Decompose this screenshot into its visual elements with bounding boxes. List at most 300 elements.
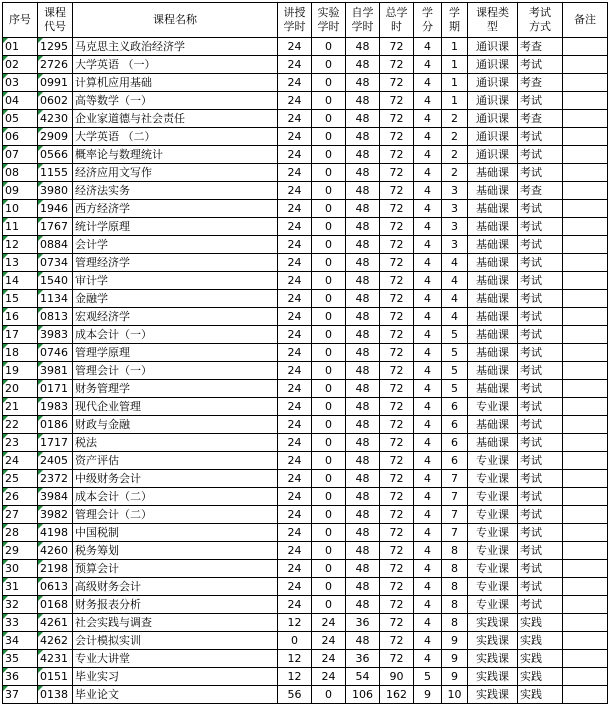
cell-course-name: 财务报表分析 [73,596,278,614]
cell-term: 5 [442,326,468,344]
cell-course-type: 基础课 [468,164,518,182]
cell-code: 3982 [38,506,73,524]
cell-total-hours: 72 [380,38,414,56]
cell-course-name: 财政与金融 [73,416,278,434]
cell-course-type: 专业课 [468,452,518,470]
cell-lab-hours: 0 [312,560,346,578]
cell-credits: 4 [414,470,442,488]
cell-lecture-hours: 24 [278,110,312,128]
cell-notes [563,56,608,74]
cell-term: 5 [442,362,468,380]
cell-exam-method: 考试 [518,506,563,524]
table-row [3,38,608,56]
cell-lab-hours: 0 [312,182,346,200]
cell-lab-hours: 0 [312,596,346,614]
cell-course-type: 基础课 [468,236,518,254]
cell-lab-hours: 0 [312,524,346,542]
cell-total-hours: 72 [380,74,414,92]
cell-total-hours: 72 [380,650,414,668]
cell-credits: 4 [414,182,442,200]
cell-course-type: 基础课 [468,362,518,380]
cell-credits: 9 [414,686,442,704]
cell-term: 8 [442,614,468,632]
table-row [3,524,608,542]
cell-idx: 23 [3,434,38,452]
cell-course-name: 财务管理学 [73,380,278,398]
cell-total-hours: 90 [380,668,414,686]
cell-course-name: 计算机应用基础 [73,74,278,92]
table-body [3,38,608,704]
cell-lecture-hours: 24 [278,506,312,524]
cell-term: 3 [442,218,468,236]
cell-exam-method: 考试 [518,470,563,488]
cell-course-name: 现代企业管理 [73,398,278,416]
cell-notes [563,38,608,56]
cell-course-type: 基础课 [468,326,518,344]
cell-lecture-hours: 24 [278,200,312,218]
table-row [3,128,608,146]
table-row [3,272,608,290]
table-row [3,686,608,704]
cell-idx: 05 [3,110,38,128]
cell-course-type: 专业课 [468,398,518,416]
cell-idx: 07 [3,146,38,164]
cell-self-study-hours: 48 [346,56,380,74]
cell-code: 0171 [38,380,73,398]
cell-course-name: 税法 [73,434,278,452]
cell-lecture-hours: 12 [278,650,312,668]
cell-lecture-hours: 24 [278,434,312,452]
cell-credits: 4 [414,236,442,254]
cell-notes [563,686,608,704]
cell-lecture-hours: 24 [278,56,312,74]
cell-course-type: 专业课 [468,578,518,596]
cell-lecture-hours: 24 [278,164,312,182]
cell-code: 0566 [38,146,73,164]
cell-course-type: 通识课 [468,38,518,56]
cell-course-name: 管理经济学 [73,254,278,272]
cell-self-study-hours: 48 [346,110,380,128]
cell-total-hours: 72 [380,344,414,362]
cell-course-name: 经济法实务 [73,182,278,200]
cell-total-hours: 72 [380,398,414,416]
cell-credits: 4 [414,218,442,236]
cell-code: 4231 [38,650,73,668]
cell-idx: 12 [3,236,38,254]
cell-course-name: 成本会计（二） [73,488,278,506]
cell-lab-hours: 0 [312,146,346,164]
cell-credits: 4 [414,254,442,272]
cell-credits: 5 [414,668,442,686]
table-row [3,344,608,362]
cell-total-hours: 72 [380,146,414,164]
cell-lecture-hours: 24 [278,344,312,362]
cell-exam-method: 考试 [518,398,563,416]
cell-lecture-hours: 0 [278,632,312,650]
cell-course-name: 宏观经济学 [73,308,278,326]
cell-total-hours: 72 [380,92,414,110]
cell-total-hours: 72 [380,200,414,218]
cell-code: 1295 [38,38,73,56]
cell-course-name: 管理会计（一） [73,362,278,380]
cell-code: 2372 [38,470,73,488]
cell-lab-hours: 0 [312,416,346,434]
table-row [3,380,608,398]
cell-lecture-hours: 24 [278,218,312,236]
cell-total-hours: 72 [380,182,414,200]
cell-self-study-hours: 106 [346,686,380,704]
cell-lecture-hours: 24 [278,470,312,488]
cell-exam-method: 考试 [518,146,563,164]
cell-total-hours: 72 [380,326,414,344]
cell-lab-hours: 0 [312,578,346,596]
table-row [3,218,608,236]
cell-exam-method: 考试 [518,164,563,182]
cell-notes [563,272,608,290]
cell-self-study-hours: 48 [346,326,380,344]
header-code: 课程 代号 [38,3,73,38]
cell-idx: 31 [3,578,38,596]
cell-course-type: 专业课 [468,506,518,524]
cell-idx: 36 [3,668,38,686]
cell-notes [563,236,608,254]
cell-term: 7 [442,506,468,524]
cell-lecture-hours: 24 [278,416,312,434]
cell-lab-hours: 0 [312,542,346,560]
cell-course-type: 基础课 [468,416,518,434]
cell-term: 2 [442,128,468,146]
cell-self-study-hours: 48 [346,362,380,380]
cell-exam-method: 考试 [518,200,563,218]
cell-total-hours: 72 [380,254,414,272]
cell-idx: 30 [3,560,38,578]
cell-notes [563,164,608,182]
cell-self-study-hours: 48 [346,506,380,524]
cell-lecture-hours: 24 [278,290,312,308]
cell-term: 8 [442,542,468,560]
cell-course-name: 资产评估 [73,452,278,470]
cell-exam-method: 考查 [518,182,563,200]
cell-lab-hours: 0 [312,452,346,470]
cell-self-study-hours: 48 [346,560,380,578]
cell-notes [563,524,608,542]
cell-idx: 13 [3,254,38,272]
cell-lab-hours: 0 [312,326,346,344]
cell-lecture-hours: 24 [278,272,312,290]
cell-credits: 4 [414,416,442,434]
cell-course-type: 通识课 [468,92,518,110]
header-lab-hours: 实验 学时 [312,3,346,38]
cell-self-study-hours: 48 [346,290,380,308]
cell-term: 1 [442,92,468,110]
cell-term: 3 [442,182,468,200]
cell-notes [563,128,608,146]
cell-course-type: 通识课 [468,56,518,74]
cell-exam-method: 实践 [518,632,563,650]
cell-total-hours: 72 [380,560,414,578]
cell-term: 3 [442,236,468,254]
table-row [3,362,608,380]
cell-term: 5 [442,380,468,398]
cell-lecture-hours: 24 [278,524,312,542]
cell-code: 1717 [38,434,73,452]
cell-total-hours: 72 [380,488,414,506]
cell-exam-method: 考试 [518,416,563,434]
cell-self-study-hours: 48 [346,308,380,326]
table-row [3,650,608,668]
cell-self-study-hours: 48 [346,200,380,218]
cell-self-study-hours: 48 [346,182,380,200]
table-row [3,182,608,200]
cell-lab-hours: 0 [312,506,346,524]
cell-total-hours: 72 [380,416,414,434]
header-total-hours: 总学 时 [380,3,414,38]
cell-lecture-hours: 24 [278,92,312,110]
cell-exam-method: 实践 [518,614,563,632]
table-row [3,542,608,560]
cell-idx: 04 [3,92,38,110]
cell-lab-hours: 0 [312,272,346,290]
cell-lecture-hours: 24 [278,380,312,398]
cell-idx: 37 [3,686,38,704]
cell-lecture-hours: 12 [278,668,312,686]
cell-course-name: 西方经济学 [73,200,278,218]
cell-self-study-hours: 48 [346,254,380,272]
cell-course-type: 实践课 [468,668,518,686]
cell-total-hours: 72 [380,164,414,182]
cell-credits: 4 [414,596,442,614]
cell-exam-method: 考查 [518,38,563,56]
cell-course-type: 实践课 [468,614,518,632]
cell-term: 4 [442,290,468,308]
cell-idx: 32 [3,596,38,614]
cell-course-name: 高等数学（一） [73,92,278,110]
cell-term: 6 [442,416,468,434]
cell-code: 1983 [38,398,73,416]
cell-course-type: 基础课 [468,200,518,218]
cell-self-study-hours: 48 [346,434,380,452]
table-row [3,488,608,506]
cell-notes [563,668,608,686]
cell-lab-hours: 0 [312,128,346,146]
cell-idx: 18 [3,344,38,362]
cell-total-hours: 72 [380,272,414,290]
cell-notes [563,254,608,272]
table-row [3,290,608,308]
cell-code: 0186 [38,416,73,434]
cell-notes [563,218,608,236]
cell-total-hours: 162 [380,686,414,704]
header-term: 学 期 [442,3,468,38]
cell-idx: 17 [3,326,38,344]
cell-term: 4 [442,254,468,272]
cell-code: 4230 [38,110,73,128]
cell-self-study-hours: 48 [346,344,380,362]
cell-self-study-hours: 36 [346,650,380,668]
cell-code: 0138 [38,686,73,704]
cell-exam-method: 考试 [518,362,563,380]
cell-term: 6 [442,452,468,470]
cell-idx: 06 [3,128,38,146]
cell-lab-hours: 0 [312,380,346,398]
cell-notes [563,614,608,632]
cell-lecture-hours: 24 [278,38,312,56]
cell-code: 0734 [38,254,73,272]
cell-self-study-hours: 48 [346,380,380,398]
cell-lecture-hours: 12 [278,614,312,632]
cell-course-name: 企业家道德与社会责任 [73,110,278,128]
cell-code: 3983 [38,326,73,344]
cell-exam-method: 考试 [518,272,563,290]
cell-course-type: 通识课 [468,146,518,164]
cell-course-name: 会计学 [73,236,278,254]
cell-credits: 4 [414,272,442,290]
cell-total-hours: 72 [380,110,414,128]
cell-exam-method: 考查 [518,74,563,92]
cell-lab-hours: 0 [312,200,346,218]
cell-exam-method: 考试 [518,128,563,146]
cell-credits: 4 [414,434,442,452]
cell-self-study-hours: 48 [346,164,380,182]
cell-course-name: 专业大讲堂 [73,650,278,668]
cell-idx: 21 [3,398,38,416]
cell-self-study-hours: 48 [346,524,380,542]
cell-notes [563,182,608,200]
cell-course-name: 会计模拟实训 [73,632,278,650]
cell-idx: 02 [3,56,38,74]
cell-credits: 4 [414,578,442,596]
cell-notes [563,452,608,470]
cell-total-hours: 72 [380,128,414,146]
table-row [3,614,608,632]
cell-exam-method: 考试 [518,308,563,326]
cell-self-study-hours: 48 [346,542,380,560]
cell-lab-hours: 0 [312,236,346,254]
table-row [3,578,608,596]
cell-self-study-hours: 48 [346,398,380,416]
cell-course-name: 毕业实习 [73,668,278,686]
cell-term: 6 [442,398,468,416]
cell-lecture-hours: 24 [278,488,312,506]
cell-notes [563,200,608,218]
cell-course-type: 专业课 [468,488,518,506]
cell-term: 9 [442,632,468,650]
cell-term: 3 [442,200,468,218]
cell-exam-method: 实践 [518,650,563,668]
cell-credits: 4 [414,362,442,380]
cell-credits: 4 [414,398,442,416]
cell-idx: 10 [3,200,38,218]
cell-code: 1155 [38,164,73,182]
cell-credits: 4 [414,650,442,668]
cell-self-study-hours: 48 [346,92,380,110]
cell-course-name: 中国税制 [73,524,278,542]
cell-idx: 28 [3,524,38,542]
cell-course-type: 专业课 [468,596,518,614]
cell-credits: 4 [414,308,442,326]
cell-lab-hours: 0 [312,56,346,74]
cell-credits: 4 [414,452,442,470]
table-row [3,470,608,488]
cell-notes [563,632,608,650]
cell-course-type: 通识课 [468,128,518,146]
cell-self-study-hours: 48 [346,272,380,290]
cell-code: 2198 [38,560,73,578]
cell-lecture-hours: 24 [278,236,312,254]
cell-code: 0813 [38,308,73,326]
cell-self-study-hours: 48 [346,452,380,470]
cell-lecture-hours: 24 [278,326,312,344]
cell-exam-method: 考试 [518,380,563,398]
cell-lab-hours: 0 [312,290,346,308]
cell-course-type: 基础课 [468,272,518,290]
cell-credits: 4 [414,344,442,362]
table-row [3,416,608,434]
table-row [3,326,608,344]
cell-course-name: 经济应用文写作 [73,164,278,182]
cell-course-name: 高级财务会计 [73,578,278,596]
cell-notes [563,650,608,668]
cell-lecture-hours: 24 [278,254,312,272]
cell-self-study-hours: 48 [346,596,380,614]
cell-credits: 4 [414,92,442,110]
cell-code: 4260 [38,542,73,560]
cell-course-type: 通识课 [468,74,518,92]
cell-exam-method: 考试 [518,290,563,308]
cell-exam-method: 考试 [518,488,563,506]
cell-total-hours: 72 [380,380,414,398]
cell-lecture-hours: 24 [278,362,312,380]
table-row [3,110,608,128]
cell-code: 0168 [38,596,73,614]
cell-term: 9 [442,668,468,686]
cell-course-name: 管理会计（二） [73,506,278,524]
cell-course-type: 专业课 [468,470,518,488]
cell-notes [563,416,608,434]
cell-idx: 09 [3,182,38,200]
cell-term: 7 [442,524,468,542]
cell-course-type: 实践课 [468,632,518,650]
cell-course-name: 中级财务会计 [73,470,278,488]
cell-notes [563,362,608,380]
cell-total-hours: 72 [380,236,414,254]
cell-exam-method: 考试 [518,344,563,362]
cell-code: 1540 [38,272,73,290]
cell-lab-hours: 0 [312,74,346,92]
cell-course-name: 统计学原理 [73,218,278,236]
cell-idx: 22 [3,416,38,434]
cell-total-hours: 72 [380,506,414,524]
cell-total-hours: 72 [380,434,414,452]
cell-idx: 34 [3,632,38,650]
cell-lab-hours: 0 [312,434,346,452]
table-row [3,632,608,650]
cell-notes [563,110,608,128]
cell-term: 8 [442,560,468,578]
cell-lecture-hours: 24 [278,596,312,614]
cell-term: 6 [442,434,468,452]
cell-idx: 35 [3,650,38,668]
cell-code: 2909 [38,128,73,146]
cell-lab-hours: 0 [312,362,346,380]
table-row [3,200,608,218]
cell-lab-hours: 24 [312,668,346,686]
cell-idx: 01 [3,38,38,56]
cell-lab-hours: 0 [312,110,346,128]
cell-term: 2 [442,146,468,164]
cell-self-study-hours: 48 [346,74,380,92]
cell-credits: 4 [414,74,442,92]
